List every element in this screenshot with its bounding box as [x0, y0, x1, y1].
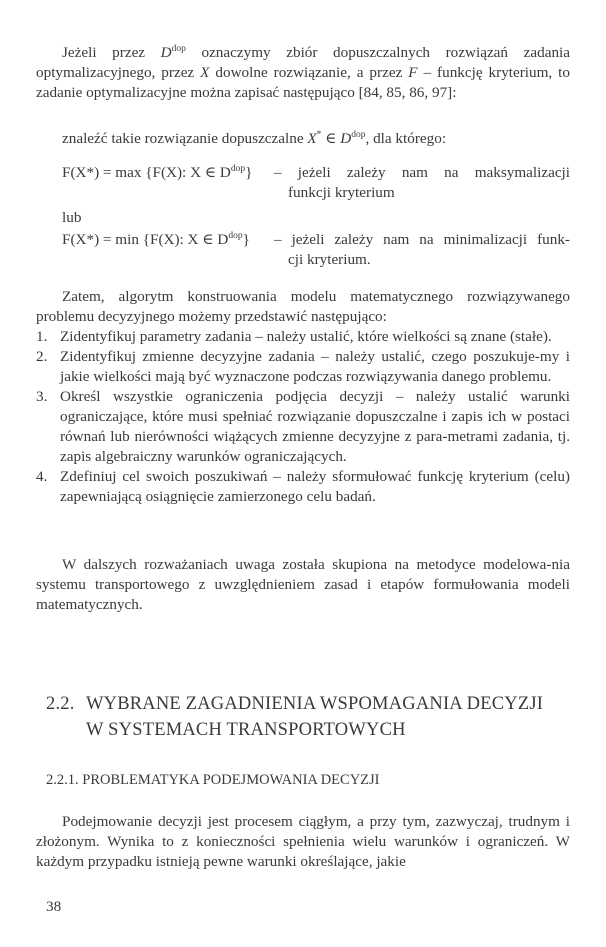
list-item — [36, 327, 570, 347]
symbol-x: X — [200, 64, 210, 81]
symbol-d: D — [340, 130, 352, 147]
list-item — [36, 467, 570, 507]
text-segment: oznaczymy zbiór dopuszczalnych rozwiązań zadania optymalizacyjnego, przez — [36, 44, 570, 81]
algorithm-intro: Zatem, algorytm konstruowania modelu matematycznego rozwiązywanego problemu decyzyjnego możemy przedstawić następująco: — [36, 288, 570, 325]
superscript-dop: dop — [171, 44, 186, 54]
intro-paragraph — [36, 43, 570, 103]
section-number: 2.2. — [46, 694, 75, 714]
subsection-heading: 2.2.1. PROBLEMATYKA PODEJMOWANIA DECYZJI — [46, 772, 380, 788]
formula-min-lhs — [62, 230, 250, 250]
formula-min-desc-1: – jeżeli zależy nam na minimalizacji funk- — [274, 231, 570, 248]
symbol-in: ∈ — [321, 130, 341, 147]
text-segment: znaleźć takie rozwiązanie dopuszczalne — [62, 130, 308, 147]
superscript-dop: dop — [228, 231, 243, 241]
text-segment: , dla którego: — [365, 130, 447, 147]
list-item — [36, 347, 570, 387]
symbol-x: X — [307, 130, 317, 147]
list-text: Zidentyfikuj parametry zadania – należy ustalić, które wielkości są znane (stałe). — [60, 328, 552, 345]
text-segment: dowolne rozwiązanie, a przez — [209, 64, 409, 81]
formula-text: F(X*) = max {F(X): X ∈ D — [62, 164, 231, 181]
list-text: Zdefiniuj cel swoich poszukiwań – należy sformułować funkcję kryterium (celu) zapewniającą osiągnięcie zamierzonego celu badań. — [60, 468, 570, 505]
formula-find-line — [62, 129, 446, 149]
closing-paragraph: W dalszych rozważaniach uwaga została skupiona na metodyce modelowa-nia systemu transportowego z uwzględnieniem zasad i etapów formułowania modeli matematycznych. — [36, 556, 570, 613]
symbol-d: D — [160, 44, 172, 61]
list-item — [36, 387, 570, 467]
text-segment: – funkcję kryterium, to zadanie optymalizacyjne można zapisać następująco [84, 85, 86, 97]: — [36, 64, 570, 101]
list-number: 1. — [36, 328, 48, 345]
list-number: 2. — [36, 348, 48, 365]
superscript-dop: dop — [230, 164, 246, 174]
brace: } — [242, 231, 250, 248]
formula-max-desc-1: – jeżeli zależy nam na maksymalizacji — [274, 164, 570, 181]
list-text: Określ wszystkie ograniczenia podjęcia decyzji – należy ustalić warunki ograniczające, które musi spełniać rozwiązanie dopuszczalne i zapis ich w postaci równań lub nierówności wiążących zmienne decyzyjne z para-metrami zadania, tj. zapis algebraiczny warunków ograniczających. — [60, 388, 570, 465]
section-title-line-2: W SYSTEMACH TRANSPORTOWYCH — [86, 720, 406, 740]
page-number: 38 — [46, 898, 62, 915]
formula-max-desc-2: funkcji kryterium — [288, 184, 395, 201]
section-title-line-1: WYBRANE ZAGADNIENIA WSPOMAGANIA DECYZJI — [86, 694, 544, 714]
superscript-dop: dop — [351, 130, 366, 140]
steps-list — [36, 327, 570, 507]
final-paragraph: Podejmowanie decyzji jest procesem ciągłym, a przy tym, zazwyczaj, trudnym i złożonym. Wynika to z konieczności spełnienia wielu warunków i ograniczeń. W każdym przypadku istnieją pewne warunki określające, jakie — [36, 813, 570, 870]
formula-max-lhs — [62, 163, 252, 183]
list-number: 3. — [36, 388, 48, 405]
list-text: Zidentyfikuj zmienne decyzyjne zadania – należy ustalić, czego poszukuje-my i jakie wielkości mają być wyznaczone podczas rozwiązywania danego problemu. — [60, 348, 570, 385]
superscript-star: * — [316, 130, 322, 140]
formula-min-desc-2: cji kryterium. — [288, 251, 371, 268]
text-segment: Jeżeli przez — [62, 44, 161, 61]
formula-text: F(X*) = min {F(X): X ∈ D — [62, 231, 229, 248]
symbol-f: F — [408, 64, 418, 81]
list-number: 4. — [36, 468, 48, 485]
brace: } — [245, 164, 253, 181]
formula-or: lub — [62, 209, 82, 226]
